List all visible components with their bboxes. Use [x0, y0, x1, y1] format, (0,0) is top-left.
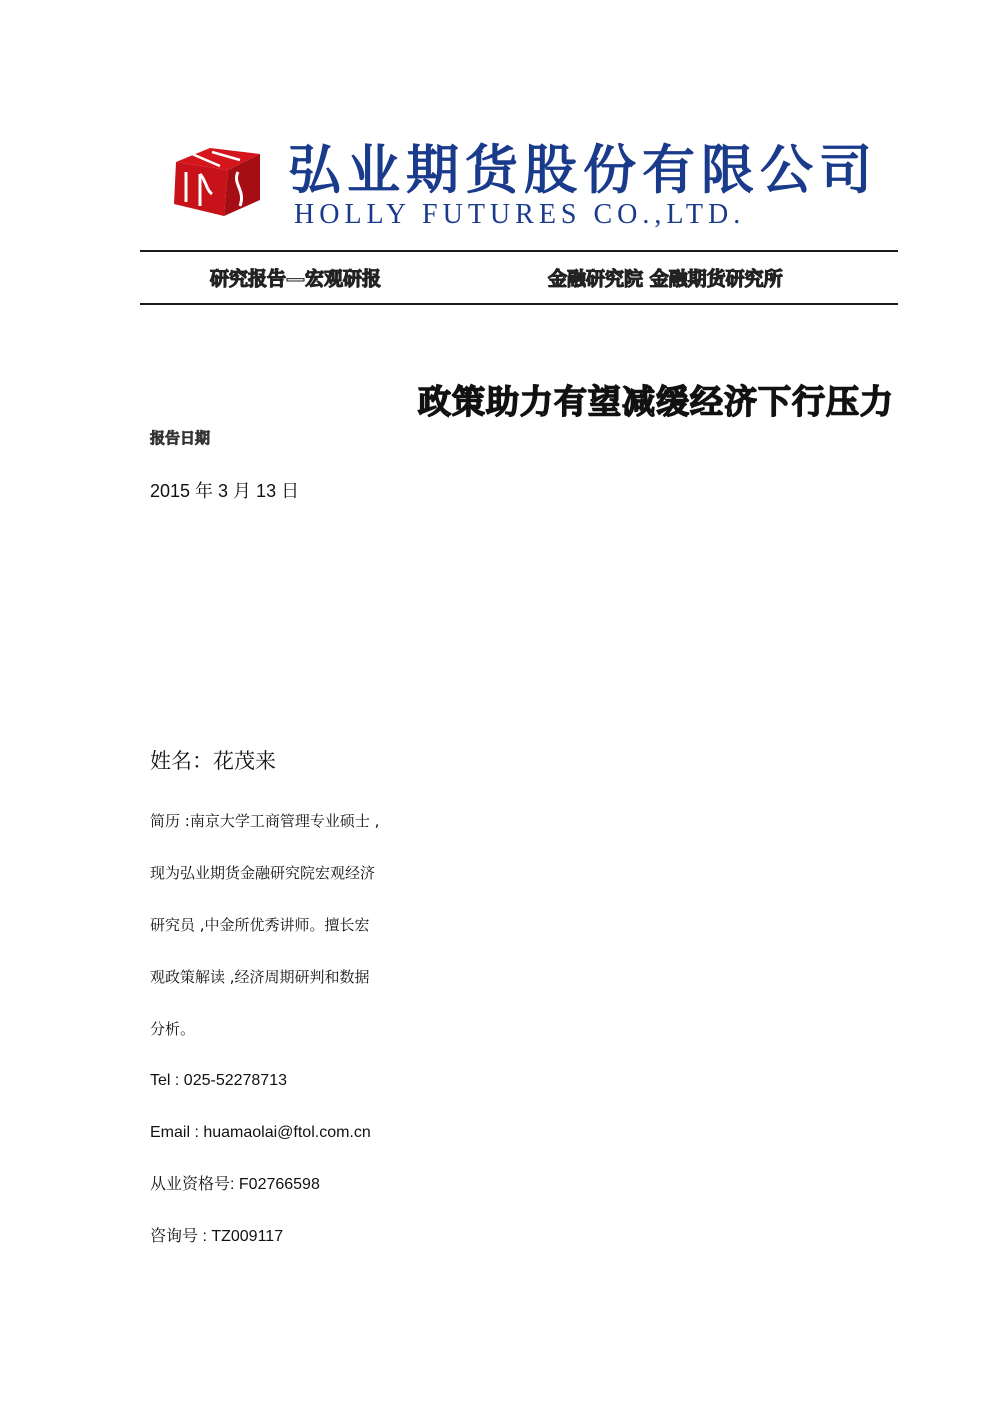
- company-name-cn: 弘业期货股份有限公司: [288, 139, 878, 201]
- author-qualification: 从业资格号: F02766598: [150, 1176, 320, 1193]
- department-label: 金融研究院 金融期货研究所: [548, 268, 783, 290]
- company-logo-icon: [172, 144, 264, 218]
- author-consult-number: 咨询号 : TZ009117: [150, 1228, 284, 1245]
- header-bottom-rule: [140, 303, 898, 305]
- bio-line: 分析。: [150, 1020, 196, 1038]
- report-date-label: 报告日期: [150, 429, 211, 447]
- bio-line: 现为弘业期货金融研究院宏观经济: [150, 864, 376, 882]
- author-email: Email : huamaolai@ftol.com.cn: [150, 1124, 371, 1141]
- header-top-rule: [140, 250, 898, 252]
- company-name-en: HOLLY FUTURES CO.,LTD.: [294, 199, 746, 230]
- author-name: 姓名：花茂来: [150, 749, 276, 773]
- author-tel: Tel : 025-52278713: [150, 1072, 287, 1089]
- bio-line: 简历 :南京大学工商管理专业硕士 ,: [150, 812, 380, 830]
- report-title: 政策助力有望减缓经济下行压力: [418, 382, 894, 421]
- report-date: 2015 年 3 月 13 日: [150, 481, 300, 501]
- report-type-label: 研究报告—宏观研报: [210, 268, 382, 290]
- bio-line: 观政策解读 ,经济周期研判和数据: [150, 968, 370, 986]
- bio-line: 研究员 ,中金所优秀讲师。擅长宏: [150, 916, 370, 934]
